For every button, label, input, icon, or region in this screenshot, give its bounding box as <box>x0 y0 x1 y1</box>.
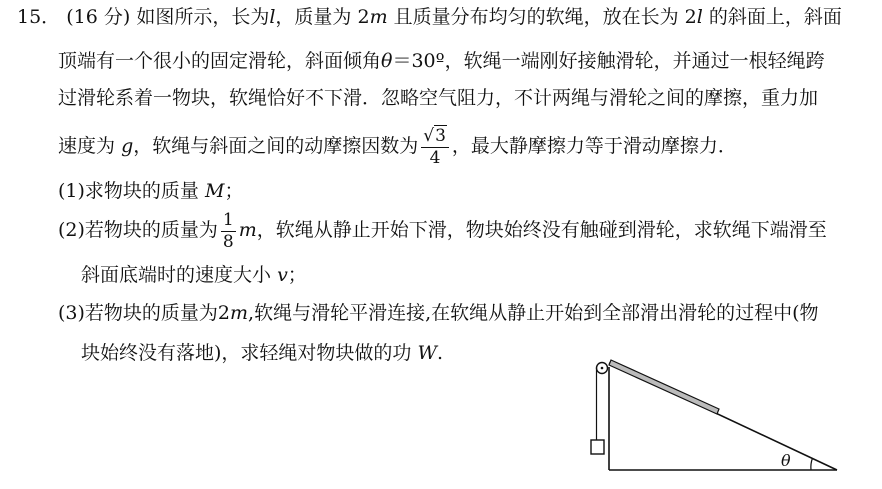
problem-number: 15． <box>17 6 61 28</box>
angle-label: θ <box>781 451 791 470</box>
question-3: (3)若物块的质量为2m,软绳与滑轮平滑连接,在软绳从静止开始到全部滑出滑轮的过程中(物 <box>58 302 819 324</box>
problem-score: (16 分) <box>66 6 131 28</box>
question-2-continued: 斜面底端时的速度大小 v； <box>81 264 307 286</box>
question-3-continued: 块始终没有落地)，求轻绳对物块做的功 W. <box>81 342 444 364</box>
question-2: (2)若物块的质量为 $\frac{1}{8}$ m，软绳从静止开始下滑，物块始终没有触碰到滑轮，求软绳下端滑至 <box>58 209 827 252</box>
pulley-axle <box>601 367 604 370</box>
line-3: 过滑轮系着一物块，软绳恰好不下滑．忽略空气阻力，不计两绳与滑轮之间的摩擦，重力加 <box>58 87 819 109</box>
line-2: 顶端有一个很小的固定滑轮，斜面倾角θ＝30º，软绳一端刚好接触滑轮，并通过一根轻绳跨 <box>58 50 825 72</box>
soft-rope <box>609 360 719 414</box>
hanging-block <box>591 440 604 454</box>
line-1: 15． (16 分) 如图所示，长为l，质量为 2m 且质量分布均匀的软绳，放在长为 2l 的斜面上，斜面 <box>17 6 842 28</box>
friction-coefficient-fraction: $\frac{√3}{4}$ <box>421 128 449 167</box>
angle-arc <box>811 458 813 470</box>
square-root: √3 <box>423 125 446 146</box>
mass-fraction: $\frac{1}{8}$ <box>222 209 234 252</box>
question-1: (1)求物块的质量 M； <box>58 180 244 202</box>
incline-figure <box>585 355 845 480</box>
line-4: 速度为 g，软绳与斜面之间的动摩擦因数为 $\frac{√3}{4}$ ，最大静摩擦力等于滑动摩擦力． <box>58 125 737 168</box>
